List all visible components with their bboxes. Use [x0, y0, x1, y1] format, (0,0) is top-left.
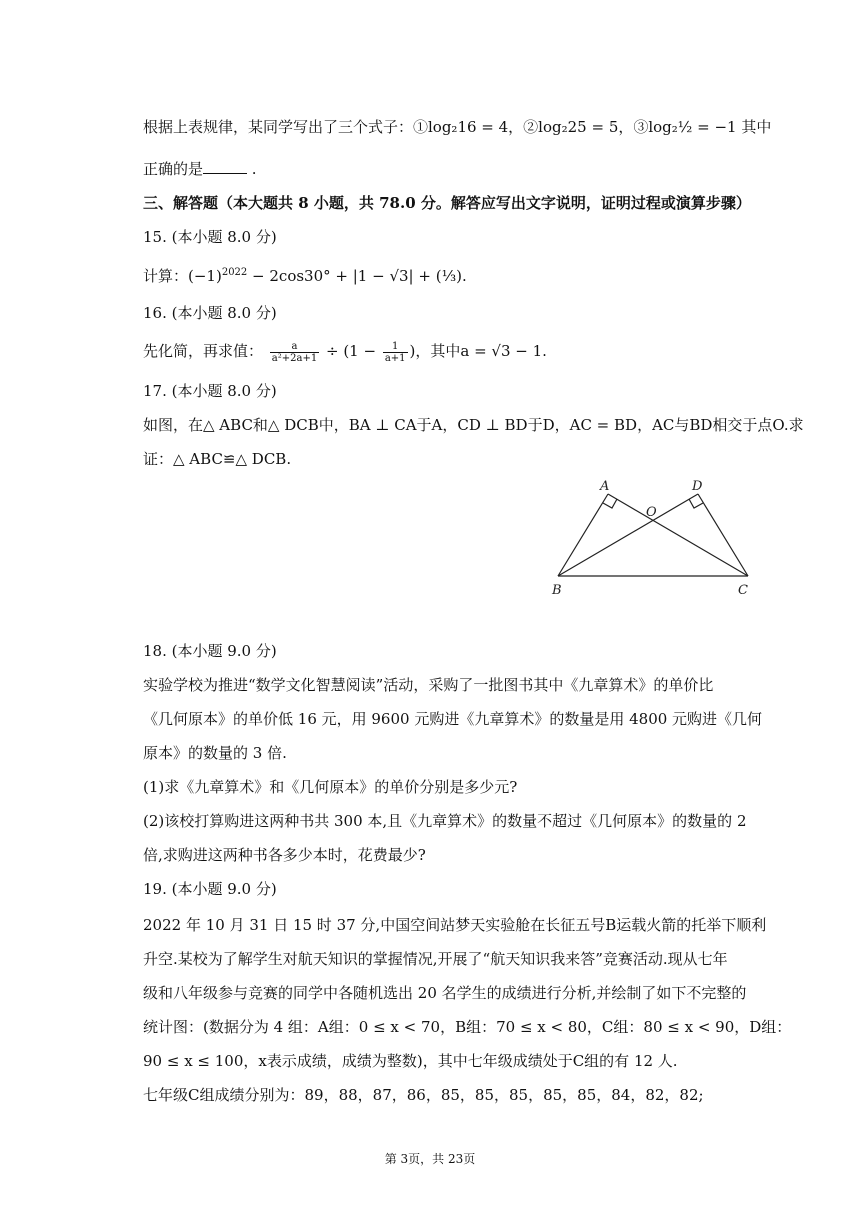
q16-part-b: ÷ (1 − — [321, 342, 381, 360]
q18-line-3: 原本》的数量的 3 倍. — [143, 744, 287, 762]
q14-answer-label: 正确的是 — [143, 160, 204, 178]
q15-part-b: − 2cos30° + |1 − √3| + (⅓). — [247, 267, 467, 285]
q17-line-1: 如图，在△ ABC和△ DCB中，BA ⊥ CA于A，CD ⊥ BD于D，AC = BD，AC与BD相交于点O.求 — [143, 416, 804, 434]
q15-heading: 15. (本小题 8.0 分) — [143, 228, 277, 246]
label-a: A — [600, 479, 610, 494]
q19-line-2: 升空.某校为了解学生对航天知识的掌握情况,开展了“航天知识我来答”竞赛活动.现从七年 — [143, 950, 728, 968]
label-c: C — [738, 583, 748, 598]
q19-line-3: 级和八年级参与竞赛的同学中各随机选出 20 名学生的成绩进行分析,并绘制了如下不完整的 — [143, 984, 747, 1002]
q15-part-a: 计算：(−1) — [143, 267, 222, 285]
q14-answer-line — [143, 158, 257, 180]
q18-line-2: 《几何原本》的单价低 16 元，用 9600 元购进《九章算术》的数量是用 4800 元购进《几何 — [143, 710, 763, 728]
right-angle-mark-d — [689, 499, 703, 508]
q14-statement: 根据上表规律，某同学写出了三个式子：①log₂16 = 4，②log₂25 = 5，③log₂½ = −1 其中 — [143, 118, 772, 136]
label-b: B — [552, 583, 562, 598]
q15-expression — [143, 262, 467, 287]
q19-line-6: 七年级C组成绩分别为：89，88，87，86，85，85，85，85，85，84，82，82; — [143, 1086, 704, 1104]
q16-fraction-1-denominator: a²+2a+1 — [271, 352, 318, 364]
q16-heading: 16. (本小题 8.0 分) — [143, 304, 277, 322]
q19-heading: 19. (本小题 9.0 分) — [143, 880, 277, 898]
q16-fraction-2-denominator: a+1 — [384, 352, 406, 364]
q16-expression — [143, 340, 547, 364]
segment-ba — [558, 494, 608, 576]
segment-dc — [698, 494, 748, 576]
q14-answer-end: . — [247, 160, 257, 178]
q17-heading: 17. (本小题 8.0 分) — [143, 382, 277, 400]
q15-exponent: 2022 — [221, 267, 248, 278]
q18-line-4: (1)求《九章算术》和《几何原本》的单价分别是多少元? — [143, 778, 518, 796]
q16-part-c: )，其中a = √3 − 1. — [409, 342, 547, 360]
page-footer: 第 3页，共 23页 — [384, 1152, 476, 1166]
q16-fraction-2 — [383, 341, 408, 364]
q18-heading: 18. (本小题 9.0 分) — [143, 642, 277, 660]
q18-line-5: (2)该校打算购进这两种书共 300 本,且《九章算术》的数量不超过《几何原本》的数量的 2 — [143, 812, 747, 830]
q16-part-a: 先化简，再求值： — [143, 342, 264, 360]
q19-line-1: 2022 年 10 月 31 日 15 时 37 分,中国空间站梦天实验舱在长征五号B运载火箭的托举下顺利 — [143, 916, 767, 934]
triangle-figure — [548, 472, 758, 602]
right-angle-mark-a — [603, 499, 617, 508]
q18-line-1: 实验学校为推进“数学文化智慧阅读”活动，采购了一批图书其中《九章算术》的单价比 — [143, 676, 714, 694]
q19-line-4: 统计图：(数据分为 4 组：A组：0 ≤ x < 70，B组：70 ≤ x < 80，C组：80 ≤ x < 90，D组： — [143, 1018, 792, 1036]
q17-line-2: 证：△ ABC≌△ DCB. — [143, 450, 292, 468]
section-heading: 三、解答题（本大题共 8 小题，共 78.0 分。解答应写出文字说明，证明过程或演算步骤） — [143, 194, 751, 212]
q16-fraction-1-numerator: a — [270, 341, 319, 353]
label-o: O — [646, 505, 657, 520]
q16-fraction-2-numerator: 1 — [383, 341, 408, 353]
label-d: D — [692, 479, 703, 494]
answer-blank[interactable] — [203, 159, 247, 174]
q16-fraction-1 — [270, 341, 319, 364]
q19-line-5: 90 ≤ x ≤ 100，x表示成绩，成绩为整数)，其中七年级成绩处于C组的有 12 人. — [143, 1052, 678, 1070]
q18-line-6: 倍,求购进这两种书各多少本时，花费最少? — [143, 846, 426, 864]
